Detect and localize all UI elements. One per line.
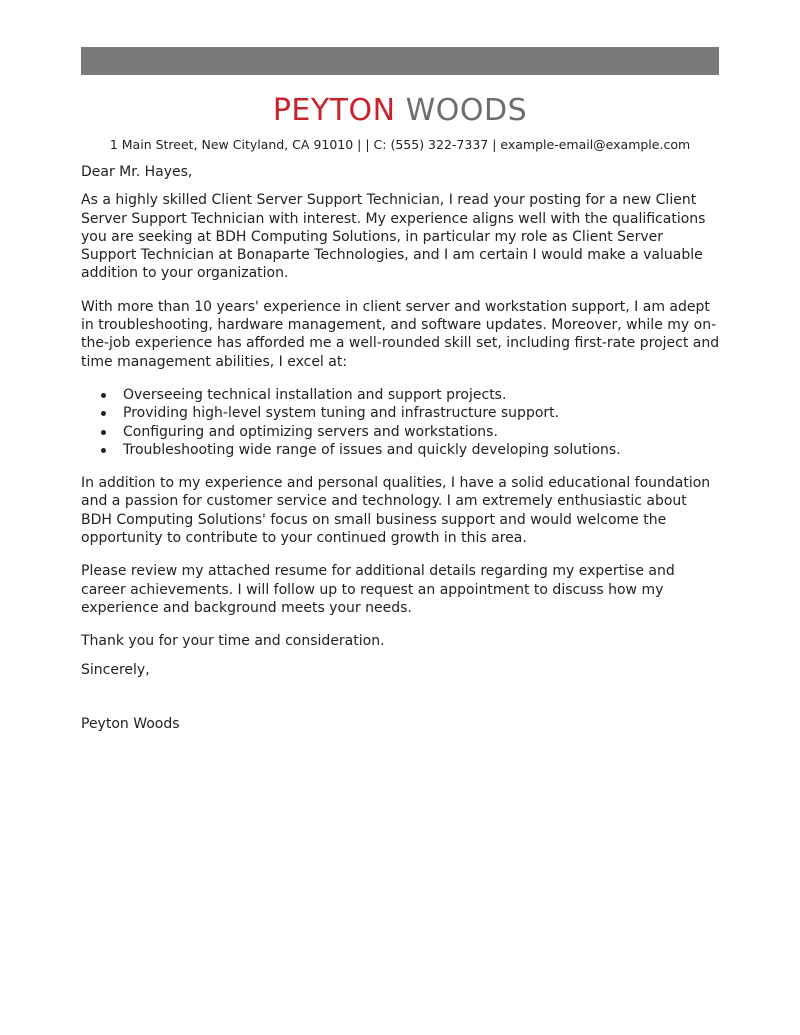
list-item xyxy=(81,441,721,459)
letter-body xyxy=(81,163,721,733)
signature-name: Peyton Woods xyxy=(81,715,180,732)
paragraph-education: In addition to my experience and personal qualities, I have a solid educational foundation and a passion for customer service and technology. I am extremely enthusiastic about BDH Computing Solutions' focus on small business support and would welcome the opportunity to contribute to your continued growth in this area. xyxy=(81,475,711,547)
applicant-name xyxy=(0,92,800,130)
header-bar xyxy=(81,47,719,75)
list-item-text: Troubleshooting wide range of issues and quickly developing solutions. xyxy=(123,441,621,458)
list-item xyxy=(81,386,721,404)
list-item-text: Configuring and optimizing servers and workstations. xyxy=(123,423,498,440)
bullet-icon xyxy=(101,411,106,416)
paragraph-followup: Please review my attached resume for additional details regarding my expertise and career achievements. I will follow up to request an appointment to discuss how my experience and background meets your needs. xyxy=(81,563,675,616)
contact-line: 1 Main Street, New Cityland, CA 91010 | | C: (555) 322-7337 | example-email@example.com xyxy=(109,137,691,152)
thanks-line: Thank you for your time and consideration. xyxy=(81,633,385,650)
salutation: Dear Mr. Hayes, xyxy=(81,164,193,180)
paragraph-intro: As a highly skilled Client Server Support Technician, I read your posting for a new Client Server Support Technician with interest. My experience aligns well with the qualifications you are seeking at BDH Computing Solutions, in particular my role as Client Server Support Technician at Bonaparte Technologies, and I am certain I would make a valuable addition to your organization. xyxy=(81,192,706,282)
closing: Sincerely, xyxy=(81,661,150,678)
bullet-icon xyxy=(101,448,106,453)
bullet-icon xyxy=(101,393,106,398)
paragraph-experience: With more than 10 years' experience in client server and workstation support, I am adept in troubleshooting, hardware management, and software updates. Moreover, while my on-the-job experience has afforded me a well-rounded skill set, including first-rate project and time management abilities, I excel at: xyxy=(81,298,720,370)
skills-list xyxy=(81,386,721,459)
list-item xyxy=(81,423,721,441)
list-item-text: Overseeing technical installation and support projects. xyxy=(123,386,507,403)
last-name: WOODS xyxy=(405,93,528,128)
bullet-icon xyxy=(101,430,106,435)
first-name: PEYTON xyxy=(272,93,396,128)
list-item-text: Providing high-level system tuning and infrastructure support. xyxy=(123,405,560,422)
list-item xyxy=(81,404,721,422)
